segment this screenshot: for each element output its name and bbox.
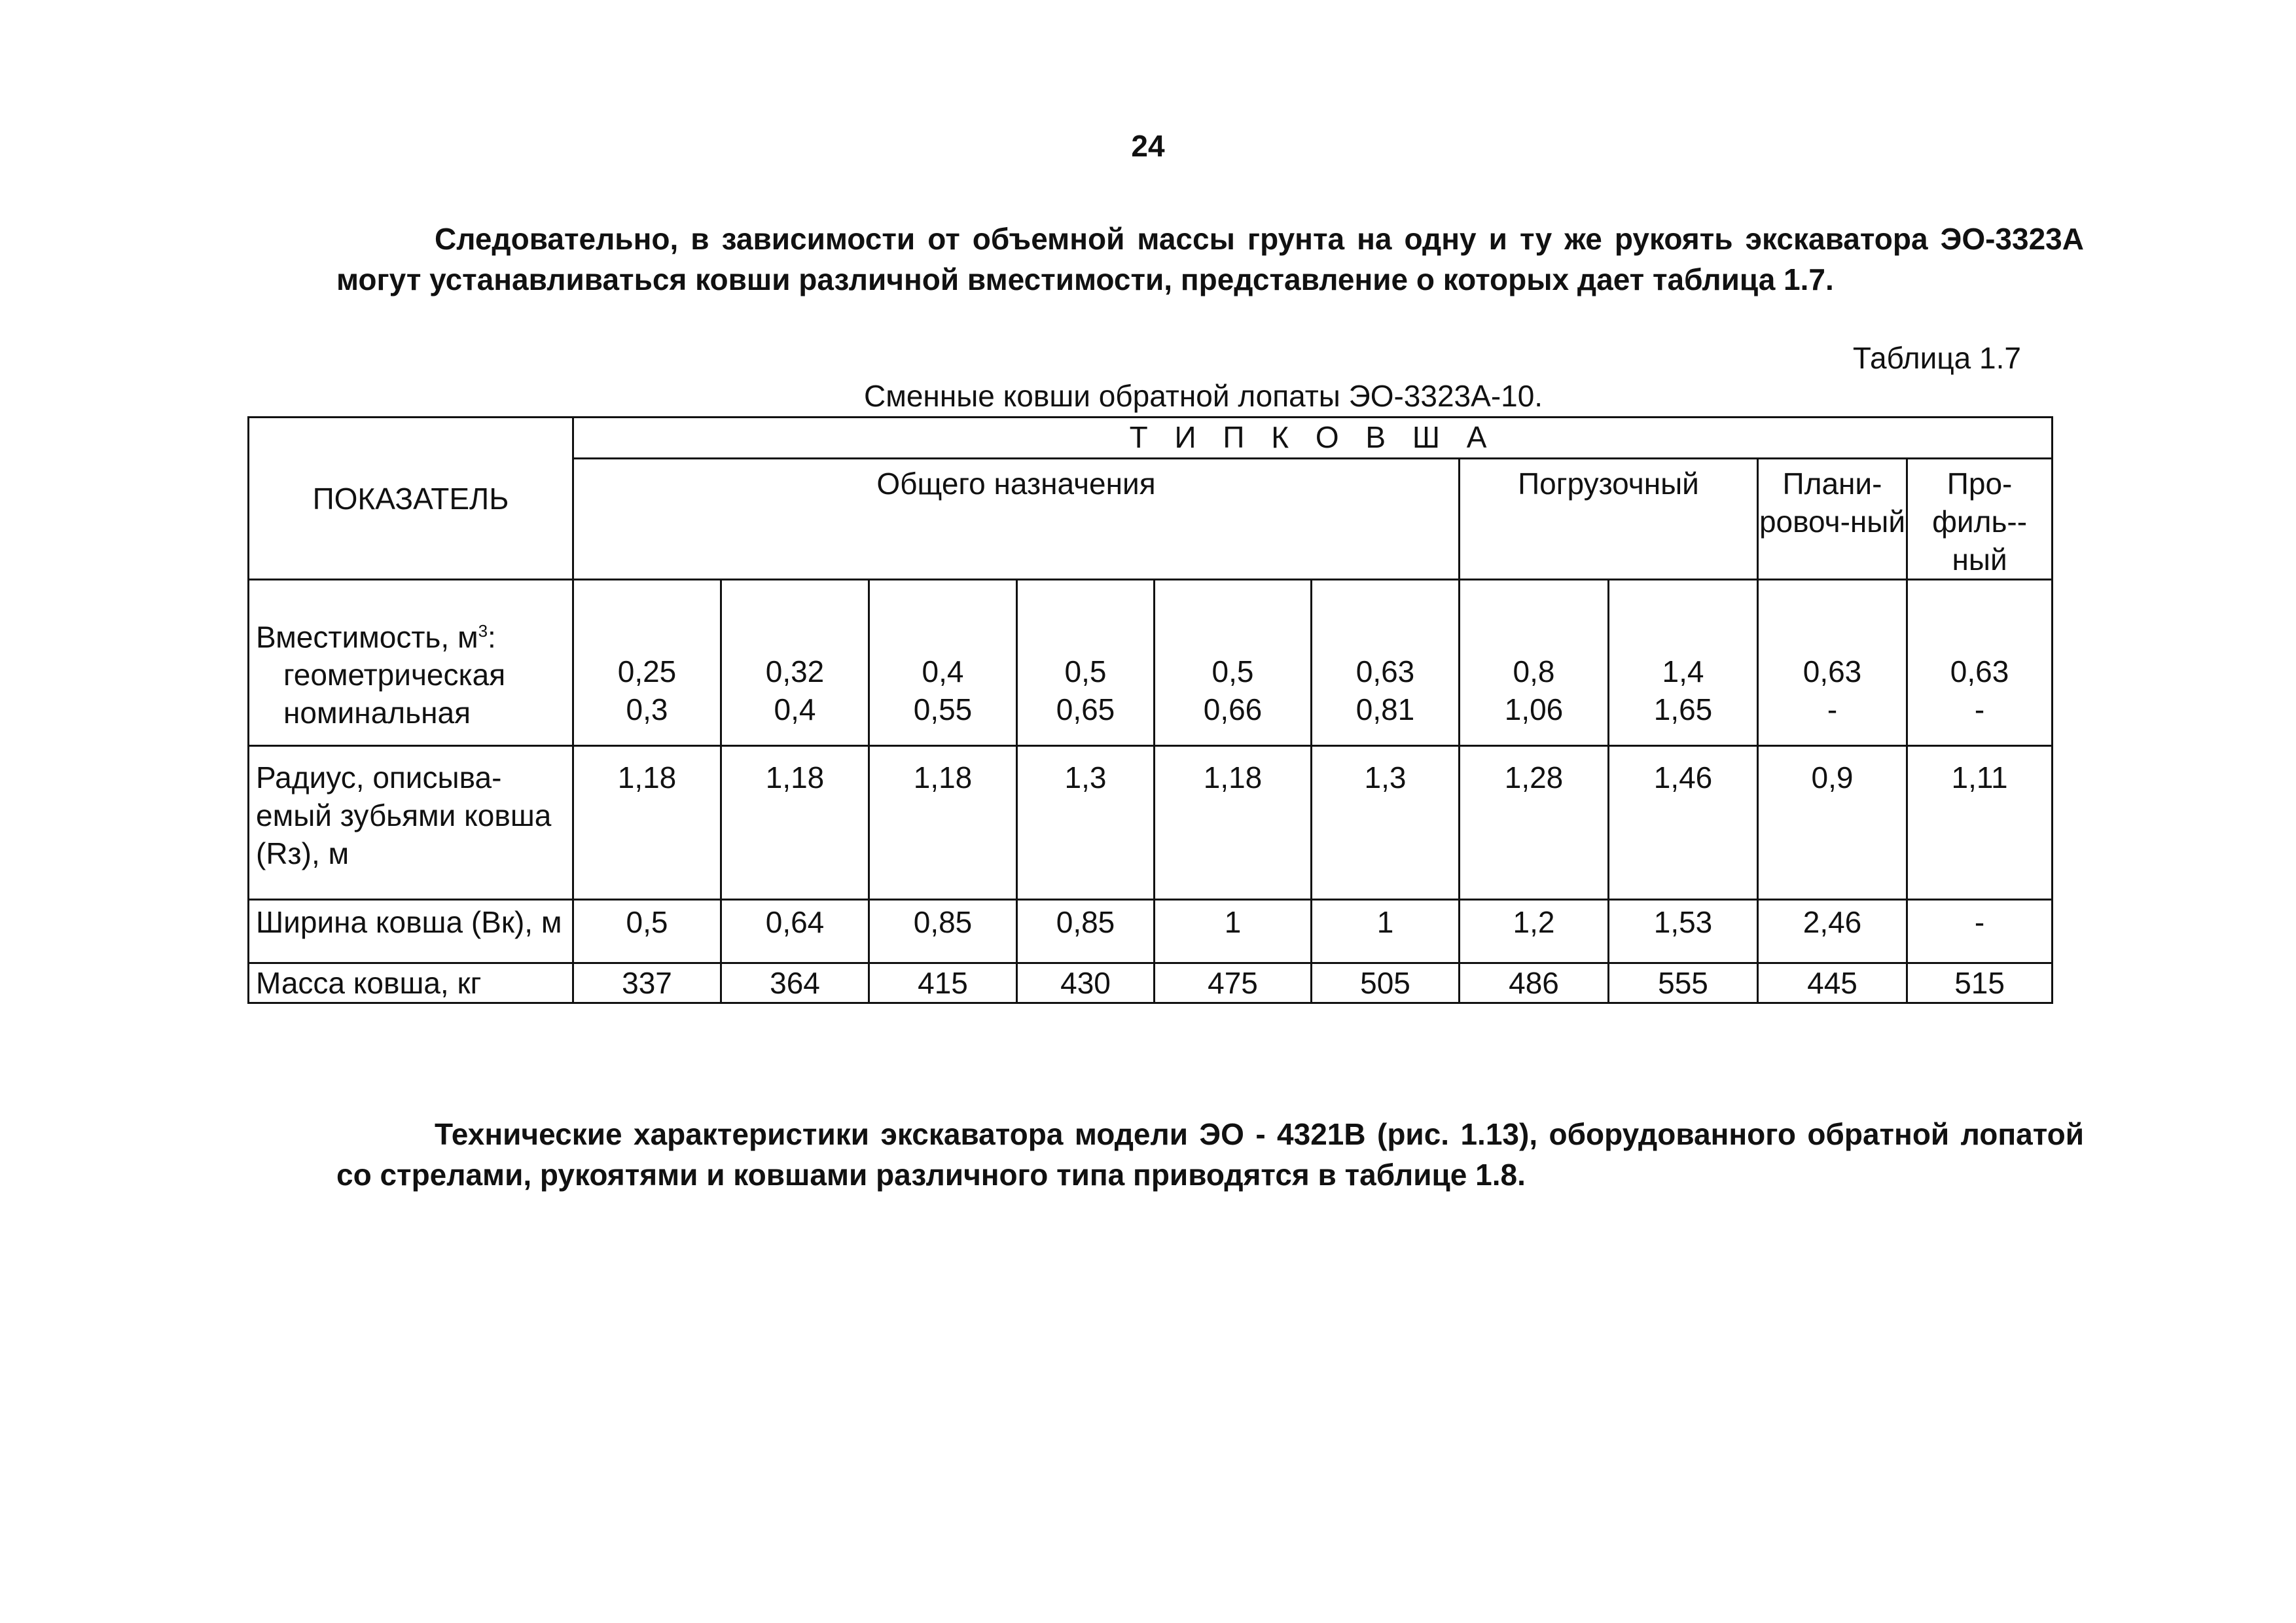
capacity-nominal-value: 0,3 (626, 692, 668, 726)
capacity-geometric-value: 0,5 (1211, 654, 1254, 688)
table-title: Сменные ковши обратной лопаты ЭО-3323А-10. (864, 379, 1543, 413)
capacity-nominal-value: 0,66 (1203, 692, 1263, 726)
capacity-geometric-value: 0,63 (1803, 654, 1862, 688)
capacity-label-cell: Вместимость, $м^3$: геометрическая номинальная (249, 580, 573, 746)
capacity-geometric-value: 0,4 (922, 654, 964, 688)
capacity-label: Вместимость, м (256, 620, 478, 654)
radius-label: Радиус, описыва-емый зубьями ковша (Rз), м (249, 746, 573, 900)
bucket-table (247, 416, 2053, 1004)
capacity-geometric-value: 0,5 (1064, 654, 1107, 688)
capacity-nominal-value: 0,81 (1355, 692, 1415, 726)
capacity-nominal-value: 0,55 (913, 692, 973, 726)
capacity-geometric-value: 0,63 (1355, 654, 1415, 688)
capacity-geometric-value: 0,32 (765, 654, 825, 688)
table-label: Таблица 1.7 (1852, 341, 2021, 375)
mass-value: 337 (573, 963, 721, 1003)
capacity-geometric-value: 0,25 (617, 654, 677, 688)
width-value: 0,85 (869, 900, 1017, 963)
mass-value: 475 (1155, 963, 1312, 1003)
intro-paragraph: Следовательно, в зависимости от объемной массы грунта на одну и ту же рукоять экскаватора ЭО-3323А могут устанавливаться ковши различной вместимости, представление о которых дает таблица 1.7. (336, 222, 2084, 296)
width-value: 1 (1312, 900, 1460, 963)
radius-value: 1,28 (1460, 746, 1609, 900)
mass-value: 415 (869, 963, 1017, 1003)
mass-value: 515 (1907, 963, 2053, 1003)
mass-value: 445 (1758, 963, 1907, 1003)
capacity-nominal-value: 1,06 (1504, 692, 1564, 726)
group-loading-header: Погрузочный (1460, 459, 1758, 580)
mass-value: 555 (1609, 963, 1758, 1003)
capacity-geometric-value: 0,63 (1950, 654, 2009, 688)
radius-value: 1,3 (1312, 746, 1460, 900)
width-value: 0,64 (721, 900, 869, 963)
bucket-type-header: Т И П К О В Ш А (573, 418, 2053, 459)
width-value: 1 (1155, 900, 1312, 963)
radius-value: 1,18 (721, 746, 869, 900)
capacity-nominal-value: - (1827, 692, 1838, 726)
radius-value: 1,18 (1155, 746, 1312, 900)
width-value: 2,46 (1758, 900, 1907, 963)
capacity-geometric-value: 1,4 (1662, 654, 1704, 688)
radius-value: 1,46 (1609, 746, 1758, 900)
capacity-nominal-value: 1,65 (1653, 692, 1713, 726)
width-value: 0,85 (1017, 900, 1155, 963)
capacity-nominal-value: 0,65 (1056, 692, 1115, 726)
capacity-geometric-value: 0,8 (1513, 654, 1555, 688)
closing-paragraph: Технические характеристики экскаватора модели ЭО - 4321В (рис. 1.13), оборудованного обратной лопатой со стрелами, рукоятями и ковшами различного типа приводятся в таблице 1.8. (336, 1117, 2084, 1192)
width-value: 1,2 (1460, 900, 1609, 963)
radius-value: 0,9 (1758, 746, 1907, 900)
capacity-unit-exponent: 3 (478, 621, 488, 641)
geometric-label: геометрическая (283, 658, 506, 692)
group-profile-header: Про-филь--ный (1907, 459, 2053, 580)
group-planning-header: Плани-ровоч-ный (1758, 459, 1907, 580)
group-general-header: Общего назначения (573, 459, 1460, 580)
width-value: - (1907, 900, 2053, 963)
mass-value: 430 (1017, 963, 1155, 1003)
mass-value: 505 (1312, 963, 1460, 1003)
capacity-nominal-value: 0,4 (774, 692, 816, 726)
width-value: 0,5 (573, 900, 721, 963)
radius-value: 1,18 (573, 746, 721, 900)
width-value: 1,53 (1609, 900, 1758, 963)
capacity-nominal-value: - (1974, 692, 1985, 726)
indicator-header: ПОКАЗАТЕЛЬ (249, 418, 573, 580)
mass-value: 364 (721, 963, 869, 1003)
page-number: 24 (1131, 129, 1165, 163)
radius-value: 1,11 (1907, 746, 2053, 900)
mass-label: Масса ковша, кг (249, 963, 573, 1003)
width-label: Ширина ковша (Вк), м (249, 900, 573, 963)
radius-value: 1,18 (869, 746, 1017, 900)
mass-value: 486 (1460, 963, 1609, 1003)
radius-value: 1,3 (1017, 746, 1155, 900)
nominal-label: номинальная (283, 696, 471, 730)
